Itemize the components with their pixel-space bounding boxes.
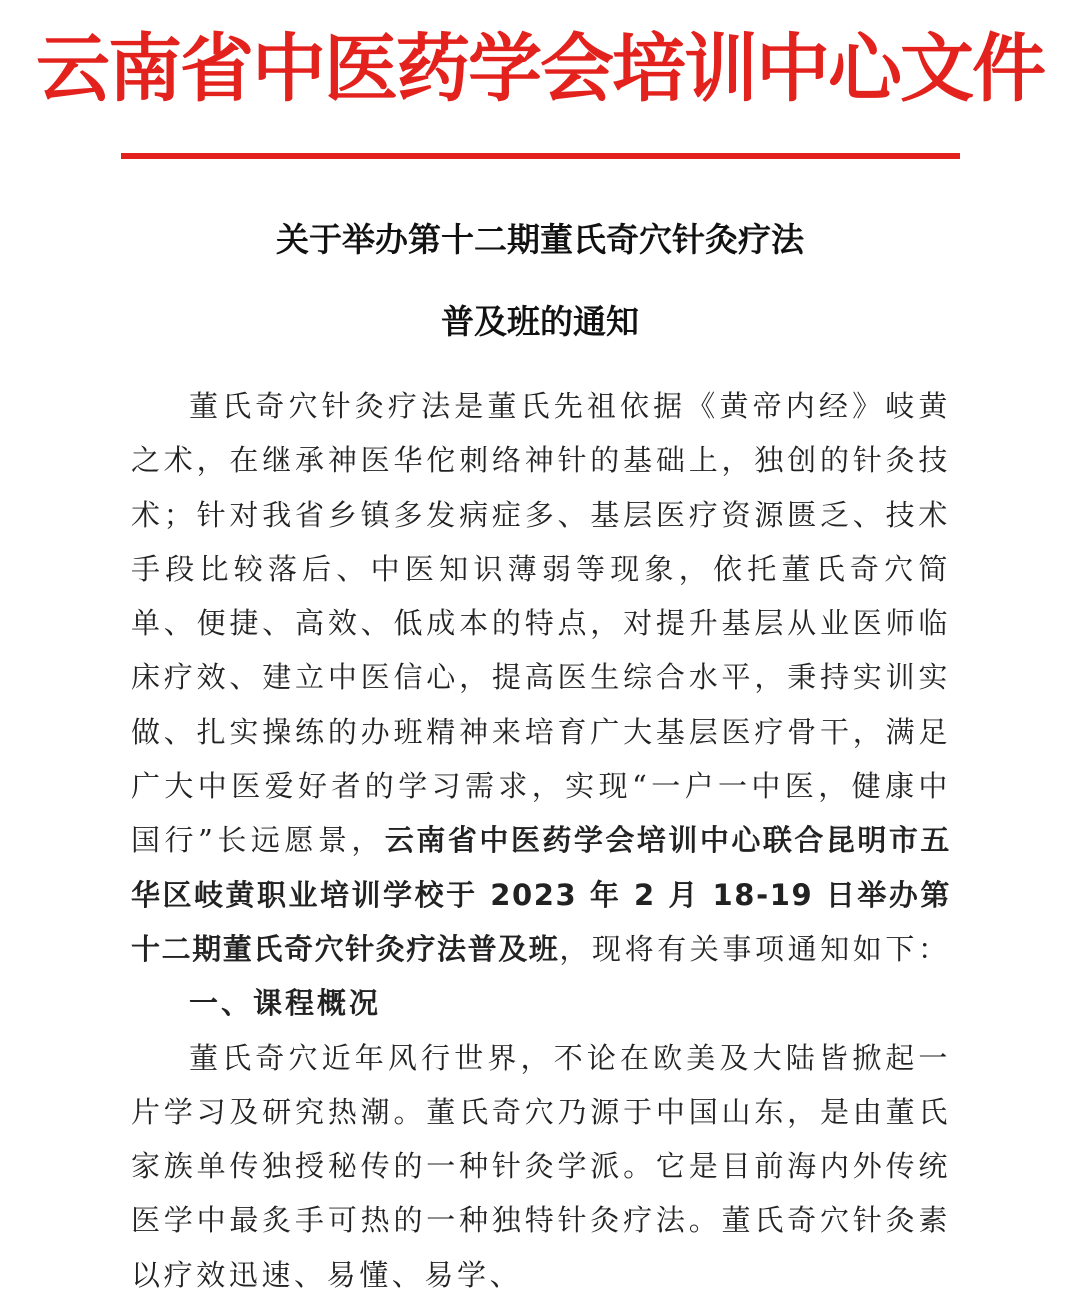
- notice-title-line-1: 关于举办第十二期董氏奇穴针灸疗法: [276, 220, 804, 259]
- paragraph-intro-bold: 云南省中医药学会培训中心联合昆明市五华区岐黄职业培训学校于 2023 年 2 月 18-19 日举办第十二期董氏奇穴针灸疗法普及班: [131, 823, 951, 966]
- notice-title-line-2: 普及班的通知: [441, 302, 639, 341]
- paragraph-course-overview: 董氏奇穴近年风行世界，不论在欧美及大陆皆掀起一片学习及研究热潮。董氏奇穴乃源于中国山东，是由董氏家族单传独授秘传的一种针灸学派。它是目前海内外传统医学中最炙手可热的一种独特针灸疗法。董氏奇穴针灸素以疗效迅速、易懂、易学、: [131, 1040, 951, 1292]
- header-red-rule: [121, 153, 960, 159]
- notice-body: [131, 379, 951, 1302]
- org-header-title: 云南省中医药学会培训中心文件: [36, 26, 1044, 112]
- paragraph-intro: [131, 379, 951, 976]
- section-heading-course-overview: 一、课程概况: [189, 986, 382, 1021]
- paragraph-intro-plain: 董氏奇穴针灸疗法是董氏先祖依据《黄帝内经》岐黄之术，在继承神医华佗刺络神针的基础上，独创的针灸技术；针对我省乡镇多发病症多、基层医疗资源匮乏、技术手段比较落后、中医知识薄弱等现象，依托董氏奇穴简单、便捷、高效、低成本的特点，对提升基层从业医师临床疗效、建立中医信心，提高医生综合水平，秉持实训实做、扎实操练的办班精神来培育广大基层医疗骨干，满足广大中医爱好者的学习需求，实现“一户一中医，健康中国行”长远愿景，: [131, 389, 951, 858]
- paragraph-intro-tail: ，现将有关事项通知如下：: [559, 931, 951, 966]
